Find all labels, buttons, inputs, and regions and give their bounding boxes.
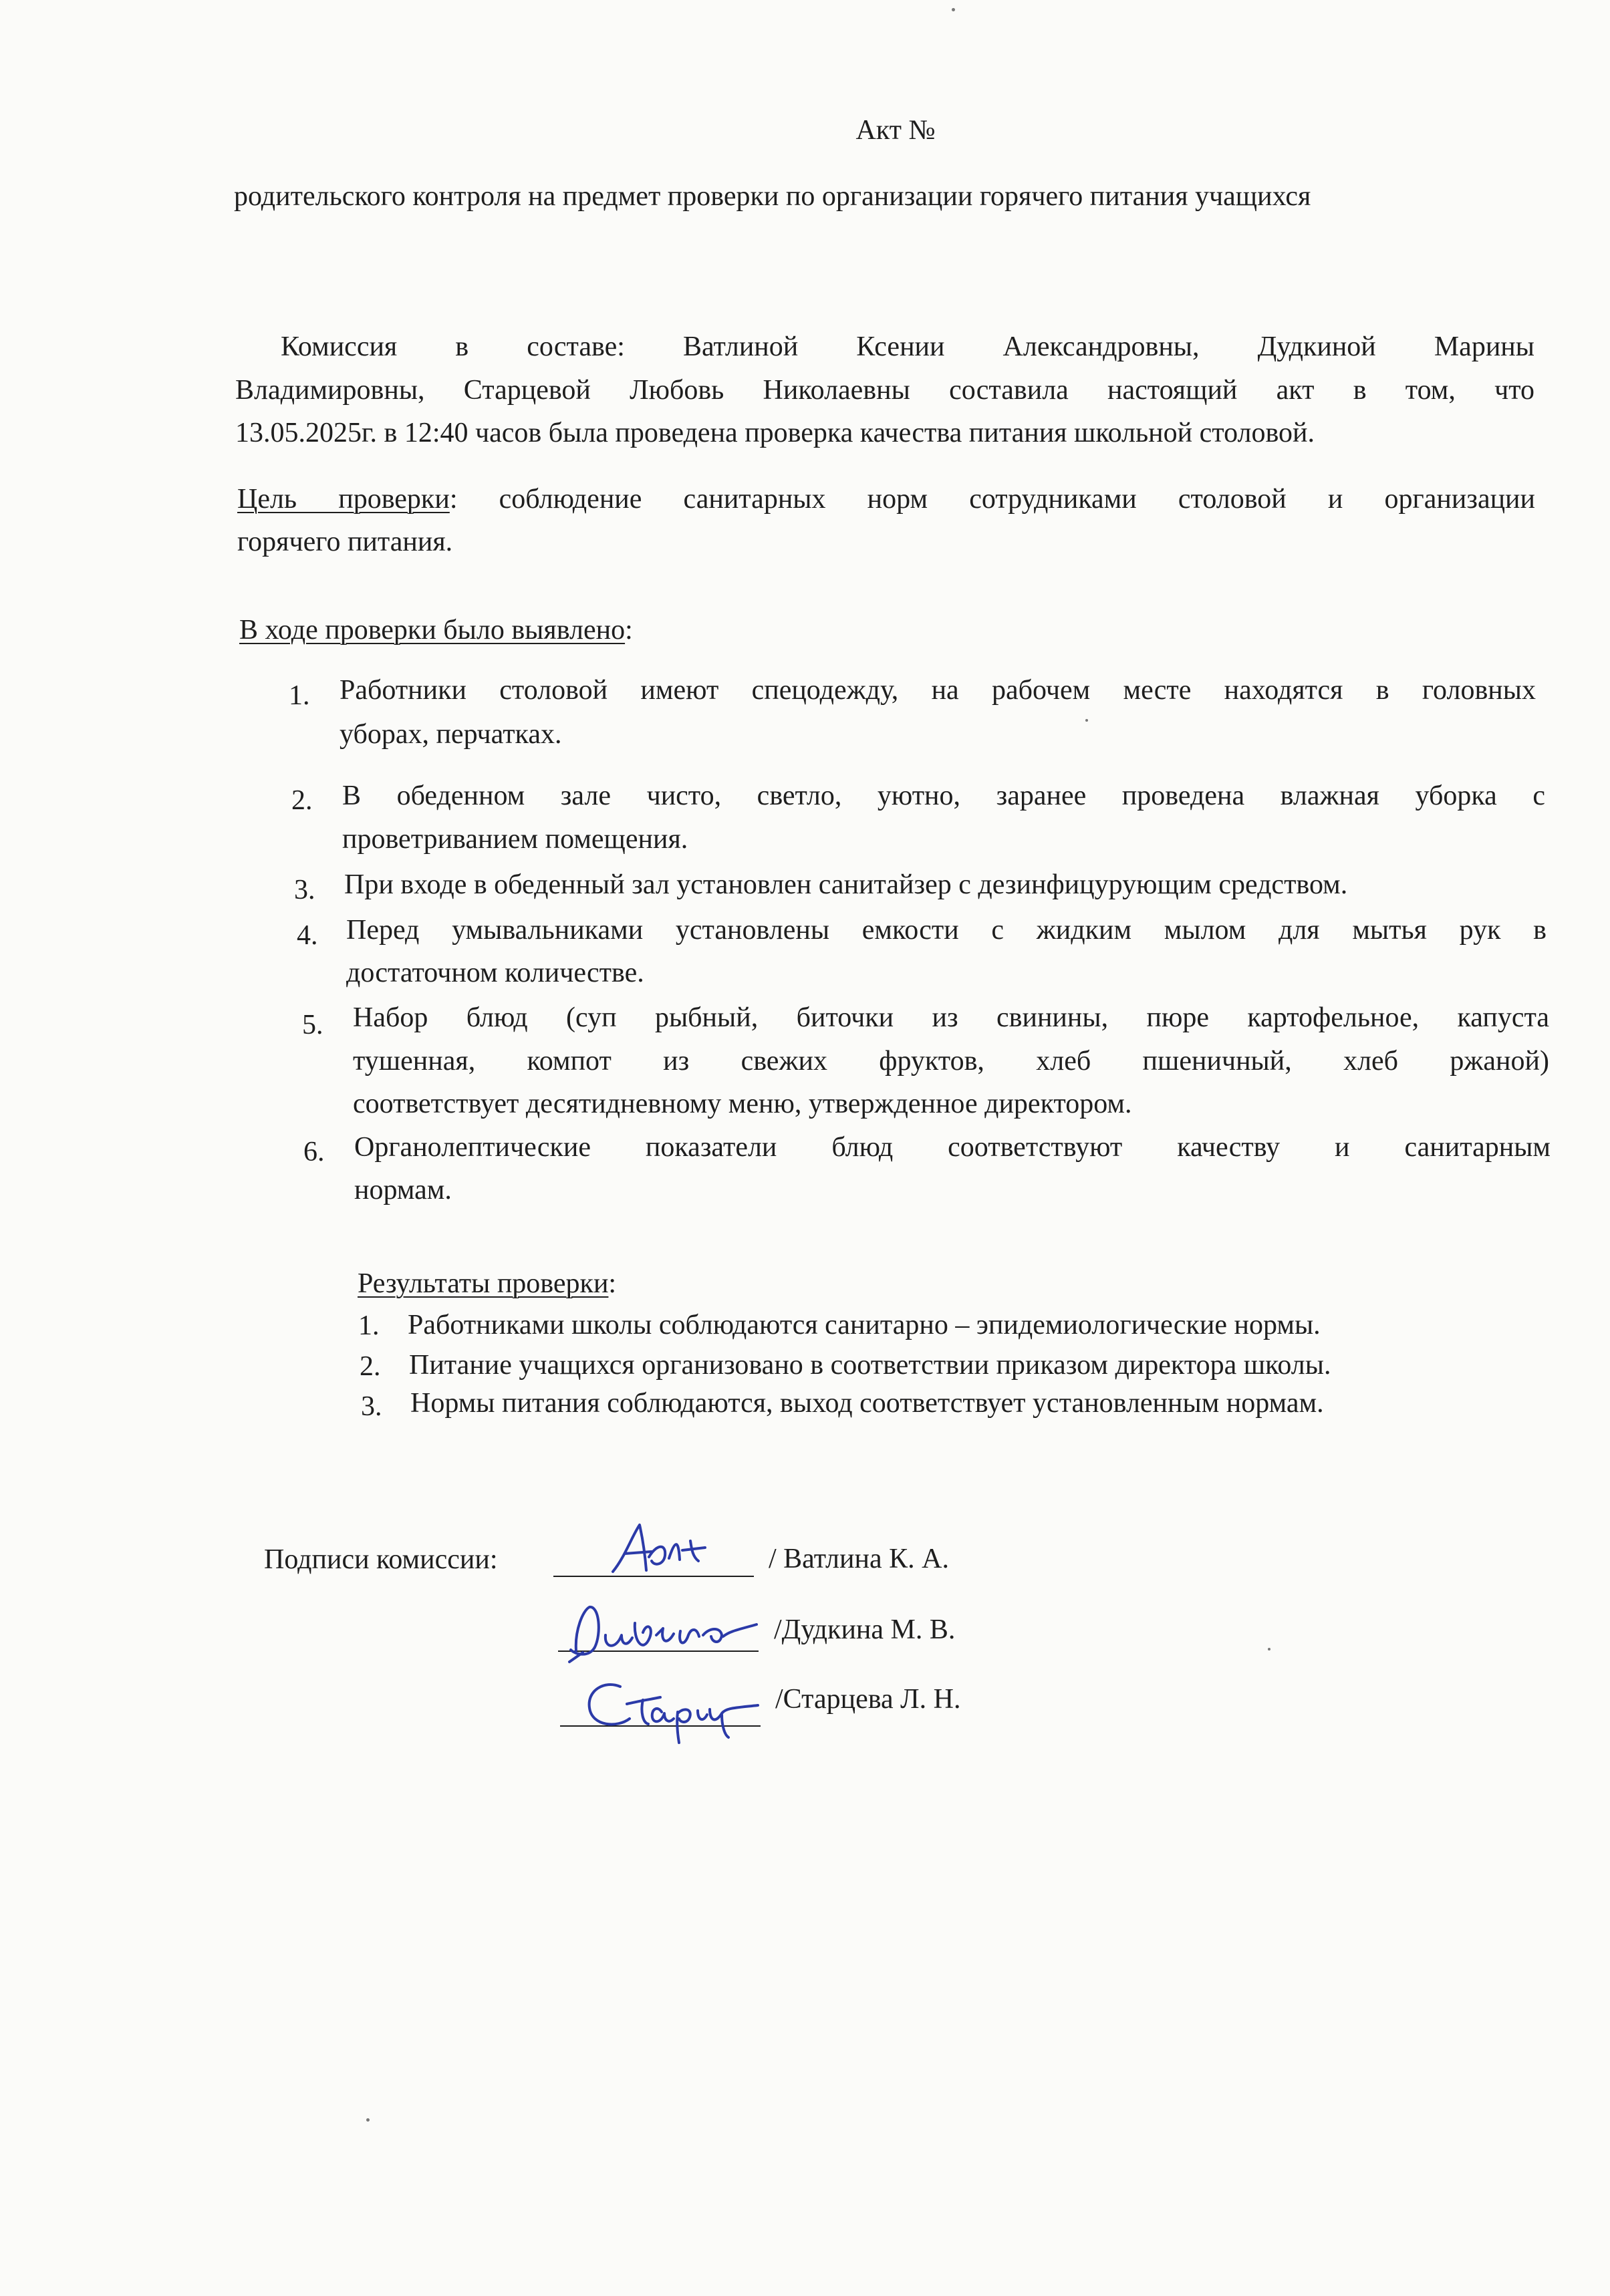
finding-6-line-2: нормам. (354, 1175, 452, 1205)
finding-4-line-2: достаточном количестве. (346, 958, 644, 988)
purpose-label: Цель проверки (237, 484, 450, 515)
result-1-number: 1. (358, 1310, 380, 1341)
signature-dudkina-image (563, 1594, 763, 1667)
finding-4-line-1: Перед умывальниками установлены емкости с жидким мылом для мытья рук в (346, 915, 1547, 946)
finding-6-line-1: Органолептические показатели блюд соответствуют качеству и санитарным (354, 1132, 1551, 1163)
scan-speck (952, 8, 955, 11)
signatures-label: Подписи комиссии: (264, 1544, 498, 1575)
finding-3-line-1: При входе в обеденный зал установлен санитайзер с дезинфицурующим средством. (344, 869, 1348, 900)
document-subtitle: родительского контроля на предмет проверки по организации горячего питания учащихся (234, 181, 1311, 212)
finding-5-line-2: тушенная, компот из свежих фруктов, хлеб пшеничный, хлеб ржаной) (353, 1046, 1549, 1077)
result-1-text: Работниками школы соблюдаются санитарно – эпидемиологические нормы. (408, 1310, 1321, 1340)
signature-vatlina-image (605, 1517, 725, 1584)
finding-2-number: 2. (291, 785, 313, 816)
signatory-2-name: /Дудкина М. В. (774, 1614, 956, 1645)
purpose-line-2: горячего питания. (237, 527, 453, 557)
purpose-line-1 (237, 478, 1535, 520)
result-3-text: Нормы питания соблюдаются, выход соответствует установленным нормам. (410, 1388, 1324, 1419)
findings-heading-label: В ходе проверки было выявлено (239, 615, 626, 645)
results-heading (358, 1263, 616, 1304)
purpose-text: : соблюдение санитарных норм сотрудниками столовой и организации (449, 484, 1536, 515)
signatory-1-name: / Ватлина К. А. (769, 1544, 949, 1574)
scan-speck (1085, 719, 1088, 722)
finding-1-line-1: Работники столовой имеют спецодежду, на рабочем месте находятся в головных (340, 675, 1536, 706)
finding-5-number: 5. (302, 1010, 323, 1040)
results-heading-label: Результаты проверки (358, 1268, 609, 1299)
finding-2-line-2: проветриванием помещения. (342, 824, 688, 855)
finding-1-line-2: уборах, перчатках. (340, 719, 562, 750)
finding-1-number: 1. (289, 680, 310, 711)
signature-startseva-image (573, 1671, 767, 1744)
findings-heading (239, 609, 633, 651)
result-2-number: 2. (360, 1351, 381, 1382)
finding-5-line-1: Набор блюд (суп рыбный, биточки из свинины, пюре картофельное, капуста (353, 1002, 1549, 1033)
finding-2-line-1: В обеденном зале чисто, светло, уютно, заранее проведена влажная уборка с (342, 780, 1545, 811)
finding-4-number: 4. (297, 920, 318, 951)
scan-speck (1268, 1648, 1270, 1651)
finding-6-number: 6. (303, 1137, 325, 1167)
commission-line-2: Владимировны, Старцевой Любовь Николаевны составила настоящий акт в том, что (235, 375, 1534, 406)
commission-line-1: Комиссия в составе: Ватлиной Ксении Александровны, Дудкиной Марины (281, 331, 1534, 362)
findings-heading-suffix: : (625, 615, 633, 645)
scan-speck (366, 2118, 370, 2122)
document-title: Акт № (855, 115, 936, 146)
commission-line-3: 13.05.2025г. в 12:40 часов была проведена проверка качества питания школьной столовой. (235, 418, 1315, 448)
result-3-number: 3. (361, 1391, 382, 1422)
signatory-3-name: /Старцева Л. Н. (775, 1684, 961, 1715)
finding-5-line-3: соответствует десятидневному меню, утвержденное директором. (353, 1089, 1132, 1119)
finding-3-number: 3. (294, 875, 315, 905)
result-2-text: Питание учащихся организовано в соответствии приказом директора школы. (409, 1350, 1331, 1381)
results-heading-suffix: : (608, 1268, 617, 1299)
